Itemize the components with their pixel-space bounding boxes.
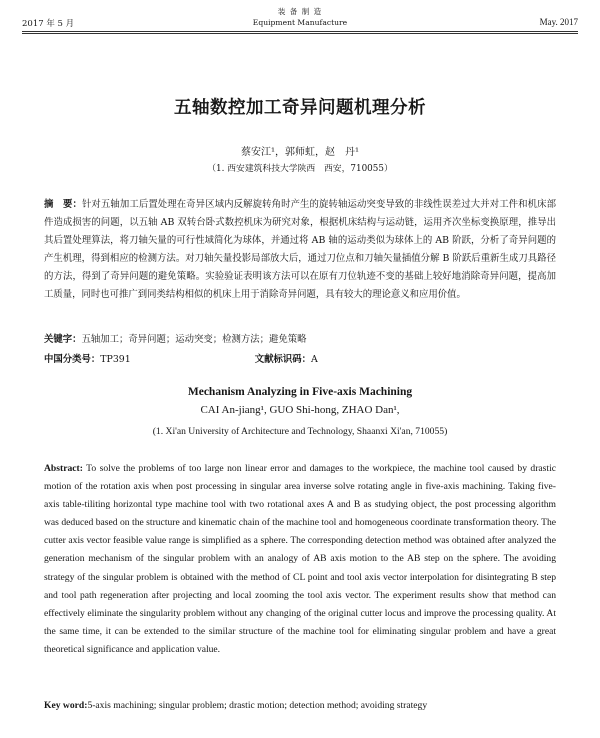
keywords-en-label: Key word: (44, 700, 88, 711)
header-journal-name-zh: 装 备 制 造 (277, 7, 323, 16)
abstract-zh-text: 针对五轴加工后置处理在奇异区域内反解旋转角时产生的旋转轴运动突变导致的非线性误差过大并对工件和机床部件造成损害的问题，以五轴 AB 双转台卧式数控机床为研究对象，根据机床结构与运动链，运用齐次坐标变换原理，推导出其后置处理算法，将刀轴矢量的可行性域简化为球体，并通过将 AB 轴的运动类似为球体上的 AB 阶跃，分析了奇异问题的产生机理，得到相应的检测方法。对刀轴矢量投影局部放大后，通过刀位点和刀轴矢量插值分解 B 阶跃后重新生成刀具路径的方法，得到了奇异问题的避免策略。实验验证表明该方法可以在原有刀位轨迹不变的基础上较好地消除奇异问题，提高加工质量，同时也可推广到同类结构相似的机床上用于消除奇异问题，具有较大的理论意义和应用价值。 (44, 199, 556, 301)
header-rule (22, 31, 578, 32)
authors-zh: 蔡安江¹，郭师虹，赵 丹¹ (240, 147, 360, 158)
keywords-zh-label: 关键字： (44, 334, 82, 345)
abstract-zh (44, 196, 556, 305)
header-rule-double (22, 33, 578, 34)
abstract-en-text: To solve the problems of too large non linear error and damages to the workpiece, the machine tool caused by drastic motion of the rotation axis when post processing in singular area inverse solve rotating angle in five-axis machining. Taking five-axis table-tiliting horizontal type machine tool with two rotational axes A and B as studying object, the post processing algorithm was deduced based on the structure and kinematic chain of the machine tool and homogeneous coordinate transformation theory. The cutter axis vector feasible value range is simplified as a sphere. The corresponding detection method was obtained after analyzed the generation mechanism of the singular problem with an analogy of AB axis motion to the AB step on the sphere. The avoiding strategy of the singular problem is obtained with the method of CL point and tool axis vector interpolation for disintegrating B step and tool path regeneration after projecting and local zooming the tool axis vector. The experiment results show that method can effectively eliminate the singularity problem without any changing of the original cutter locus and improve the processing quality. At the same time, it can be extended to the similar structure of the machine tool for eliminating singular problem and have a great theoretical significance and application value. (44, 463, 556, 655)
authors-en: CAI An-jiang¹, GUO Shi-hong, ZHAO Dan¹, (200, 404, 400, 416)
title-en: Mechanism Analyzing in Five-axis Machining (187, 386, 413, 398)
classification-row (44, 351, 556, 369)
clc-value: TP391 (100, 354, 131, 365)
header-date-left: 2017 年 5 月 (22, 19, 75, 29)
keywords-en (44, 697, 556, 715)
keywords-en-text: 5-axis machining; singular problem; drastic motion; detection method; avoiding strategy (87, 700, 428, 711)
affiliation-en: (1. Xi'an University of Architecture and Technology, Shaanxi Xi'an, 710055) (152, 426, 448, 437)
keywords-zh-text: 五轴加工；奇异问题；运动突变；检测方法；避免策略 (81, 334, 307, 345)
doc-code-label: 文献标识码： (254, 354, 311, 365)
abstract-zh-label: 摘 要： (44, 199, 82, 210)
clc-label: 中国分类号： (44, 354, 101, 365)
title-zh: 五轴数控加工奇异问题机理分析 (174, 98, 426, 118)
header-date-right: May. 2017 (539, 17, 578, 27)
abstract-en-label: Abstract: (44, 463, 83, 474)
header-journal-name-en: Equipment Manufacture (252, 18, 348, 27)
abstract-en (44, 460, 556, 659)
keywords-zh (44, 331, 556, 349)
doc-code-value: A (310, 354, 318, 365)
affiliation-zh: （1. 西安建筑科技大学陕西 西安，710055） (207, 164, 393, 174)
